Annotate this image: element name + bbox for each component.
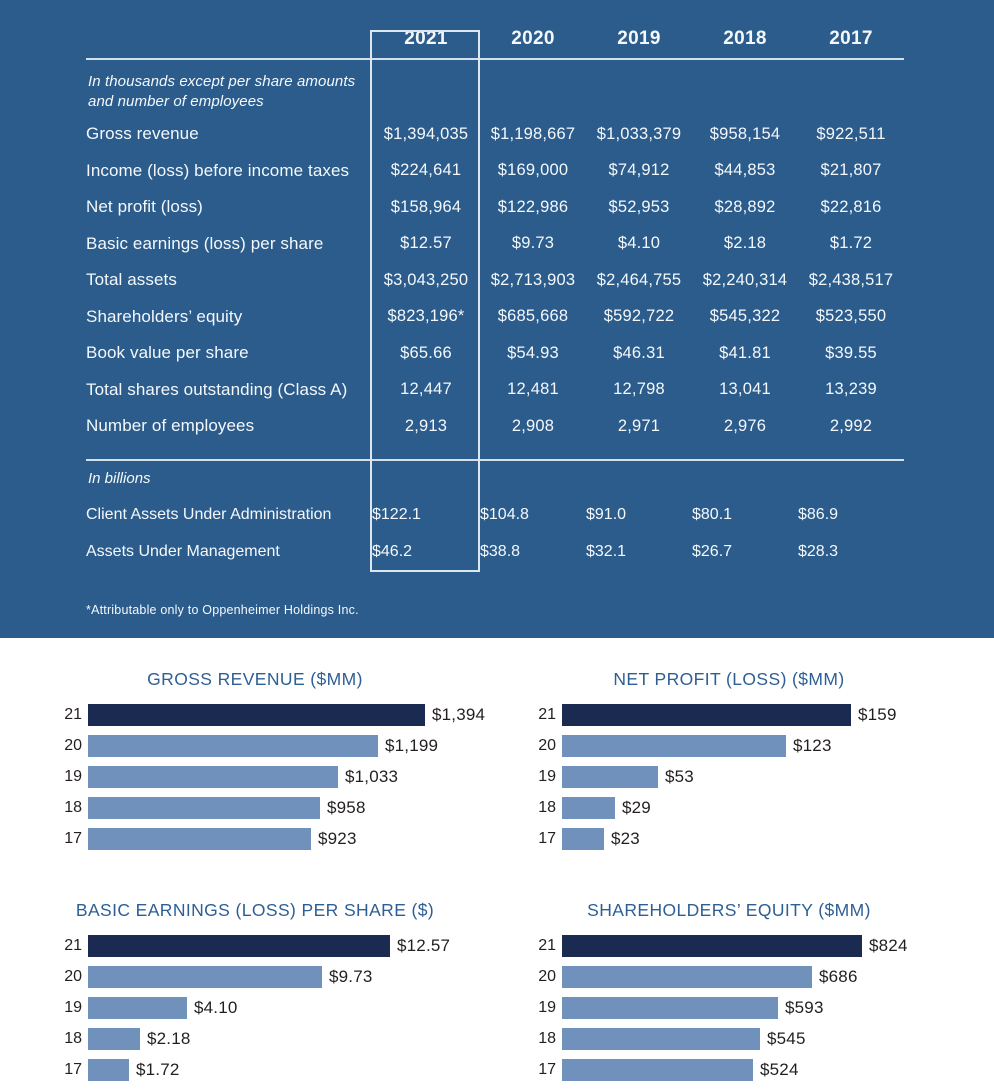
chart-title: SHAREHOLDERS’ EQUITY ($MM) [587,900,871,920]
table-row [86,408,904,445]
bar-row [58,1028,497,1050]
bar-row [532,935,994,957]
cell-value: $2,240,314 [702,270,788,289]
bar [88,997,187,1019]
bar-year-label: 20 [538,968,556,985]
bar [88,704,425,726]
units-note-billions: In billions [88,469,151,487]
cell-value: $592,722 [603,307,675,326]
bar-year-label: 20 [64,737,82,754]
row-label: Total assets [86,270,177,290]
bar-row [532,966,994,988]
table-row [86,299,904,336]
cell-value: $46.2 [372,543,413,560]
bar [562,1028,760,1050]
cell-value: $91.0 [586,506,627,523]
cell-value: $12.57 [400,234,452,253]
row-label: Net profit (loss) [86,197,203,217]
bar-year-label: 19 [538,999,556,1016]
year-header: 2017 [829,28,873,49]
cell-value: $685,668 [497,307,569,326]
bar-year-label: 19 [64,999,82,1016]
cell-value: $545,322 [709,307,781,326]
table-row [86,226,904,263]
bar-row [58,797,497,819]
summary-table-body [0,116,994,445]
year-header: 2020 [511,28,555,49]
cell-value: $86.9 [798,506,839,523]
bar-year-label: 18 [538,1030,556,1047]
table-row [86,534,904,571]
bar-value-label: $958 [327,798,366,817]
year-header: 2021 [404,28,448,49]
cell-value: $224,641 [390,161,462,180]
bar-year-label: 21 [64,937,82,954]
bar-year-label: 21 [538,937,556,954]
bar-year-label: 18 [538,799,556,816]
bar [562,797,615,819]
table-row [86,116,904,153]
cell-value: $4.10 [617,234,661,253]
bar-row [58,966,497,988]
bar-value-label: $923 [318,829,357,848]
charts-section [0,638,994,1090]
bar-chart [532,935,994,1081]
bar-row [58,766,497,788]
section-divider [86,459,904,461]
year-header: 2018 [723,28,767,49]
chart-title: BASIC EARNINGS (LOSS) PER SHARE ($) [75,900,435,920]
cell-value: $1.72 [829,234,873,253]
bar-year-label: 20 [538,737,556,754]
bar-row [532,735,994,757]
bar [562,735,786,757]
cell-value: $44,853 [714,161,776,180]
bar-value-label: $545 [767,1029,806,1048]
row-label: Total shares outstanding (Class A) [86,379,348,399]
cell-value: $22,816 [820,197,882,216]
bar-chart [58,704,497,850]
bar-value-label: $593 [785,998,824,1017]
cell-value: $54.93 [507,343,559,362]
cell-value: $2.18 [723,234,767,253]
bar-row [532,828,994,850]
cell-value: $1,198,667 [490,124,576,143]
row-label: Number of employees [86,416,255,436]
cell-value: $38.8 [480,543,521,560]
cell-value: $65.66 [400,343,452,362]
row-label: Book value per share [86,343,249,363]
table-row [86,335,904,372]
bar-row [532,766,994,788]
cell-value: $26.7 [692,543,733,560]
billions-table-body [0,497,994,571]
cell-value: $3,043,250 [383,270,469,289]
cell-value: 2,971 [617,416,661,435]
bar-row [58,704,497,726]
bar-value-label: $1.72 [136,1060,180,1079]
bar [88,797,320,819]
row-label: Income (loss) before income taxes [86,160,350,180]
bar-value-label: $686 [819,967,858,986]
bar-year-label: 18 [64,799,82,816]
bar [562,997,778,1019]
bar-value-label: $12.57 [397,936,451,955]
cell-value: $74,912 [608,161,670,180]
chart-shareholders-equity [497,899,994,1090]
row-label: Basic earnings (loss) per share [86,233,324,253]
bar-row [58,735,497,757]
cell-value: $523,550 [815,307,887,326]
bar-chart [532,704,994,850]
bar-value-label: $159 [858,705,897,724]
cell-value: $169,000 [497,161,569,180]
cell-value: $2,464,755 [596,270,682,289]
bar-year-label: 17 [64,830,82,847]
bar-value-label: $524 [760,1060,799,1079]
row-label: Assets Under Management [86,543,280,560]
bar-year-label: 20 [64,968,82,985]
bar [88,935,390,957]
cell-value: $2,713,903 [490,270,576,289]
cell-value: 13,239 [825,380,877,399]
row-label: Gross revenue [86,124,199,144]
bar-year-label: 19 [64,768,82,785]
cell-value: $52,953 [608,197,670,216]
bar-row [58,828,497,850]
bar-value-label: $1,394 [432,705,486,724]
row-label: Shareholders’ equity [86,306,243,326]
bar-year-label: 17 [538,1061,556,1078]
bar [562,935,862,957]
cell-value: 12,798 [613,380,665,399]
bar-row [532,704,994,726]
chart-basic-eps [0,899,497,1090]
bar-year-label: 17 [64,1061,82,1078]
table-row [86,262,904,299]
cell-value: 12,447 [400,380,452,399]
bar [88,828,311,850]
bar-row [532,997,994,1019]
bar [562,704,851,726]
bar-row [58,997,497,1019]
cell-value: 2,976 [723,416,767,435]
cell-value: $823,196* [387,307,465,326]
bar-value-label: $23 [611,829,640,848]
chart-title: GROSS REVENUE ($MM) [147,669,363,689]
bar-value-label: $1,033 [345,767,399,786]
bar-value-label: $9.73 [329,967,373,986]
table-row [86,153,904,190]
table-row [86,189,904,226]
cell-value: $958,154 [709,124,781,143]
bar-row [58,935,497,957]
chart-gross-revenue [0,668,497,859]
bar-row [532,797,994,819]
bar-year-label: 18 [64,1030,82,1047]
year-header: 2019 [617,28,661,49]
bar [88,735,378,757]
year-header-row [86,0,904,58]
table-row [86,372,904,409]
header-underline [86,58,904,60]
cell-value: $1,033,379 [596,124,682,143]
table-row [86,497,904,534]
bar-value-label: $824 [869,936,908,955]
cell-value: $28.3 [798,543,839,560]
bar-year-label: 19 [538,768,556,785]
cell-value: $158,964 [390,197,462,216]
cell-value: 2,908 [511,416,555,435]
cell-value: $122.1 [372,506,421,523]
cell-value: $21,807 [820,161,882,180]
bar-year-label: 17 [538,830,556,847]
bar-value-label: $123 [793,736,832,755]
cell-value: $104.8 [480,506,529,523]
cell-value: $39.55 [825,343,877,362]
chart-net-profit [497,668,994,859]
bar [562,766,658,788]
bar-value-label: $4.10 [194,998,238,1017]
bar-value-label: $1,199 [385,736,439,755]
cell-value: $2,438,517 [808,270,894,289]
bar-year-label: 21 [538,706,556,723]
row-label: Client Assets Under Administration [86,506,332,523]
bar-value-label: $53 [665,767,694,786]
cell-value: $32.1 [586,543,627,560]
bar [562,966,812,988]
cell-value: $9.73 [511,234,555,253]
cell-value: 2,913 [404,416,448,435]
bar [88,766,338,788]
bar-value-label: $2.18 [147,1029,191,1048]
cell-value: 13,041 [719,380,771,399]
cell-value: 12,481 [507,380,559,399]
cell-value: $46.31 [613,343,665,362]
cell-value: $922,511 [816,124,886,143]
bar-value-label: $29 [622,798,651,817]
bar [562,828,604,850]
bar [88,966,322,988]
cell-value: $80.1 [692,506,733,523]
bar-row [532,1028,994,1050]
bar [88,1028,140,1050]
footnote: *Attributable only to Oppenheimer Holdings Inc. [86,602,359,617]
cell-value: 2,992 [829,416,873,435]
cell-value: $122,986 [497,197,569,216]
cell-value: $1,394,035 [383,124,469,143]
chart-title: NET PROFIT (LOSS) ($MM) [613,669,845,689]
bar-chart [58,935,497,1081]
bar-year-label: 21 [64,706,82,723]
cell-value: $41.81 [719,343,771,362]
cell-value: $28,892 [714,197,776,216]
units-note-thousands: In thousands except per share amounts and number of employees [88,73,356,110]
